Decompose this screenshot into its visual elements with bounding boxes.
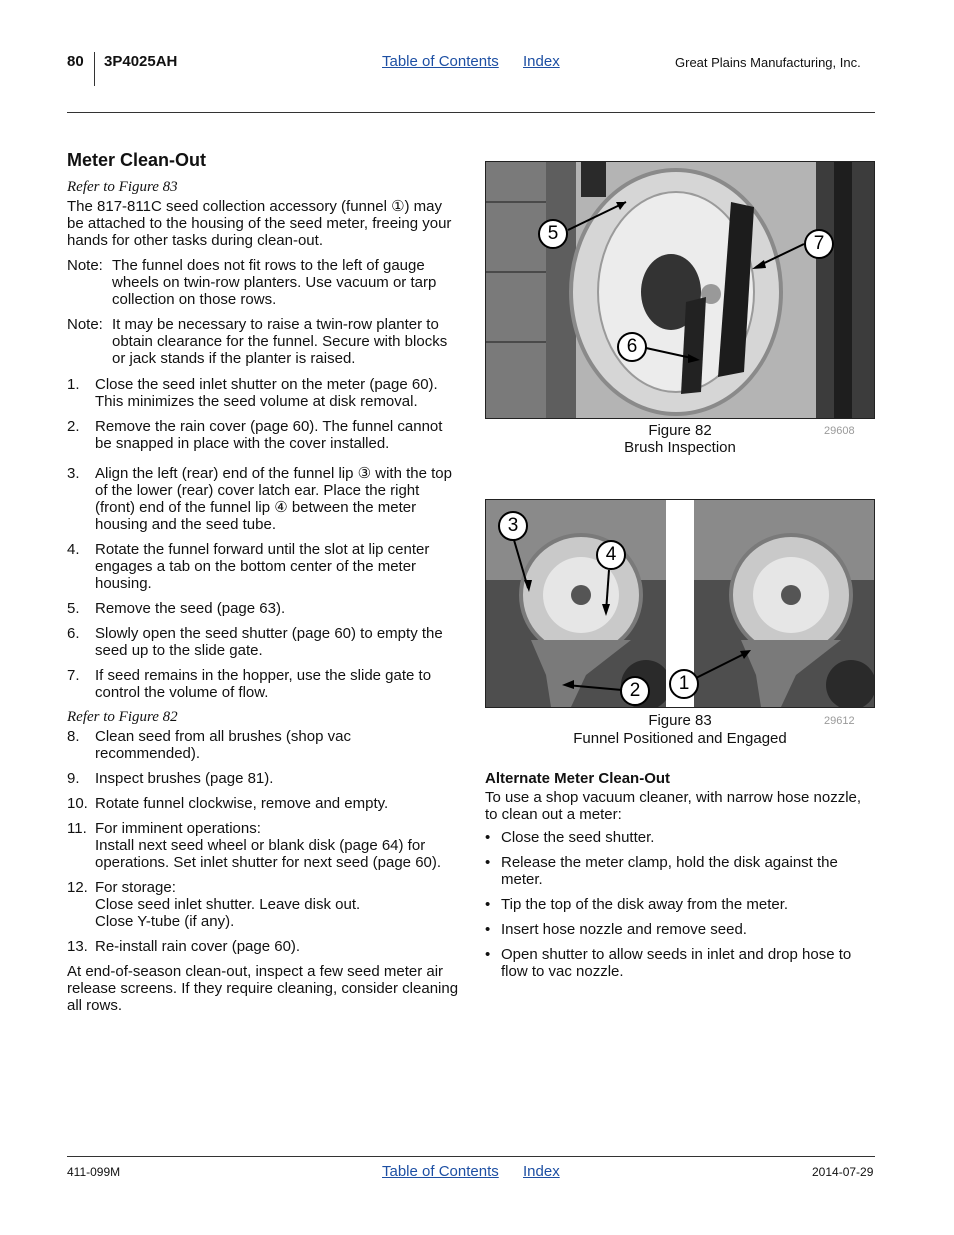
company-name: Great Plains Manufacturing, Inc. xyxy=(675,55,861,70)
toc-link-header[interactable]: Table of Contents xyxy=(382,53,499,70)
step-9 xyxy=(67,770,459,787)
figure-83-caption-title: Funnel Positioned and Engaged xyxy=(573,730,787,747)
note-text: The funnel does not fit rows to the left of gauge wheels on twin-row planters. Use vacuum or tarp collection on those rows. xyxy=(112,257,437,308)
step-text: Clean seed from all brushes (shop vac recommended). xyxy=(95,728,351,762)
intro-paragraph: The 817-811C seed collection accessory (funnel ①) may be attached to the housing of the seed meter, freeing your hands for other tasks during clean-out. xyxy=(67,198,452,249)
figure-83-image-id: 29612 xyxy=(824,715,855,727)
step-text: Inspect brushes (page 81). xyxy=(95,770,274,787)
callout-7-icon: 7 xyxy=(804,229,834,259)
step-number: 7. xyxy=(67,667,80,684)
step-5 xyxy=(67,600,459,617)
index-link-footer[interactable]: Index xyxy=(523,1163,560,1180)
alternate-bullet-5 xyxy=(485,946,875,980)
step-number: 6. xyxy=(67,625,80,642)
step-text: Slowly open the seed shutter (page 60) to empty the seed up to the slide gate. xyxy=(95,625,443,659)
step-text: Remove the seed (page 63). xyxy=(95,600,286,617)
bullet-icon: • xyxy=(485,854,491,871)
bullet-text: Tip the top of the disk away from the meter. xyxy=(501,896,789,913)
step-7 xyxy=(67,667,459,701)
alternate-title: Alternate Meter Clean-Out xyxy=(485,770,671,787)
step-number: 2. xyxy=(67,418,80,435)
footer-rule xyxy=(67,1156,875,1157)
index-link-header[interactable]: Index xyxy=(523,53,560,70)
step-number: 9. xyxy=(67,770,80,787)
bullet-icon: • xyxy=(485,921,491,938)
publish-date: 2014-07-29 xyxy=(812,1165,874,1179)
toc-link-footer[interactable]: Table of Contents xyxy=(382,1163,499,1180)
step-subtext: Install next seed wheel or blank disk (page 64) for operations. Set inlet shutter for next seed (page 60). xyxy=(95,837,442,871)
figure-82-image-id: 29608 xyxy=(824,425,855,437)
bullet-icon: • xyxy=(485,896,491,913)
alternate-bullet-2 xyxy=(485,854,875,888)
figure-83-reference: Refer to Figure 83 xyxy=(67,179,178,195)
step-text: For imminent operations: xyxy=(95,820,261,837)
callout-6-icon: 6 xyxy=(617,332,647,362)
step-text: Remove the rain cover (page 60). The funnel cannot be snapped in place with the cover installed. xyxy=(95,418,443,452)
figure-82-caption-title: Brush Inspection xyxy=(624,439,736,456)
figure-83-caption-number: Figure 83 xyxy=(648,712,712,729)
header-divider xyxy=(94,52,95,86)
figure-82-arrows xyxy=(486,162,874,418)
figure-82-photo xyxy=(485,161,875,419)
step-number: 13. xyxy=(67,938,88,955)
header-rule xyxy=(67,112,875,113)
alternate-intro: To use a shop vacuum cleaner, with narrow hose nozzle, to clean out a meter: xyxy=(485,789,862,823)
step-text: Re-install rain cover (page 60). xyxy=(95,938,301,955)
section-title: Meter Clean-Out xyxy=(67,150,207,170)
step-text: Align the left (rear) end of the funnel lip ③ with the top of the lower (rear) cover latch ear. Place the right (front) end of the funnel lip ④ between the meter housing and the seed tube. xyxy=(95,465,452,533)
step-4 xyxy=(67,541,459,592)
step-13 xyxy=(67,938,459,955)
callout-5-icon: 5 xyxy=(538,219,568,249)
callout-2-icon: 2 xyxy=(620,676,650,706)
step-text: Rotate funnel clockwise, remove and empty. xyxy=(95,795,389,812)
step-number: 8. xyxy=(67,728,80,745)
step-text: For storage: xyxy=(95,879,176,896)
model-number: 3P4025AH xyxy=(104,53,178,70)
note-1 xyxy=(67,257,457,308)
bullet-text: Close the seed shutter. xyxy=(501,829,655,846)
step-1 xyxy=(67,376,459,410)
alternate-bullet-3 xyxy=(485,896,875,913)
note-2 xyxy=(67,316,457,367)
step-12 xyxy=(67,879,459,930)
document-number: 411-099M xyxy=(67,1165,121,1179)
bullet-text: Open shutter to allow seeds in inlet and drop hose to flow to vac nozzle. xyxy=(501,946,852,980)
step-text: Close the seed inlet shutter on the meter (page 60). This minimizes the seed volume at disk removal. xyxy=(95,376,438,410)
step-11 xyxy=(67,820,459,871)
step-8 xyxy=(67,728,459,762)
note-label: Note: xyxy=(67,257,103,274)
closing-paragraph: At end-of-season clean-out, inspect a few seed meter air release screens. If they require cleaning, consider cleaning all rows. xyxy=(67,963,459,1014)
callout-3-icon: 3 xyxy=(498,511,528,541)
figure-83-photo xyxy=(485,499,875,708)
bullet-text: Release the meter clamp, hold the disk against the meter. xyxy=(501,854,838,888)
figure-82-reference: Refer to Figure 82 xyxy=(67,709,178,725)
bullet-text: Insert hose nozzle and remove seed. xyxy=(501,921,747,938)
step-text: If seed remains in the hopper, use the slide gate to control the volume of flow. xyxy=(95,667,432,701)
callout-1-icon: 1 xyxy=(669,669,699,699)
callout-4-icon: 4 xyxy=(596,540,626,570)
step-subtext: Close seed inlet shutter. Leave disk out. xyxy=(95,896,361,913)
figure-82-caption-number: Figure 82 xyxy=(648,422,712,439)
step-text: Rotate the funnel forward until the slot at lip center engages a tab on the bottom center of the meter housing. xyxy=(95,541,430,592)
bullet-icon: • xyxy=(485,946,491,963)
step-subtext: Close Y-tube (if any). xyxy=(95,913,235,930)
figure-83-arrows xyxy=(486,500,874,707)
step-6 xyxy=(67,625,459,659)
step-10 xyxy=(67,795,459,812)
step-number: 5. xyxy=(67,600,80,617)
step-3 xyxy=(67,465,459,533)
step-number: 1. xyxy=(67,376,80,393)
bullet-icon: • xyxy=(485,829,491,846)
step-number: 4. xyxy=(67,541,80,558)
step-number: 11. xyxy=(67,820,87,837)
page-number: 80 xyxy=(67,53,84,70)
step-number: 3. xyxy=(67,465,80,482)
step-number: 12. xyxy=(67,879,88,896)
step-2 xyxy=(67,418,459,452)
alternate-bullet-1 xyxy=(485,829,875,846)
note-text: It may be necessary to raise a twin-row planter to obtain clearance for the funnel. Secure with blocks or jack stands if the planter is raised. xyxy=(112,316,448,367)
step-number: 10. xyxy=(67,795,88,812)
note-label: Note: xyxy=(67,316,103,333)
alternate-bullet-4 xyxy=(485,921,875,938)
